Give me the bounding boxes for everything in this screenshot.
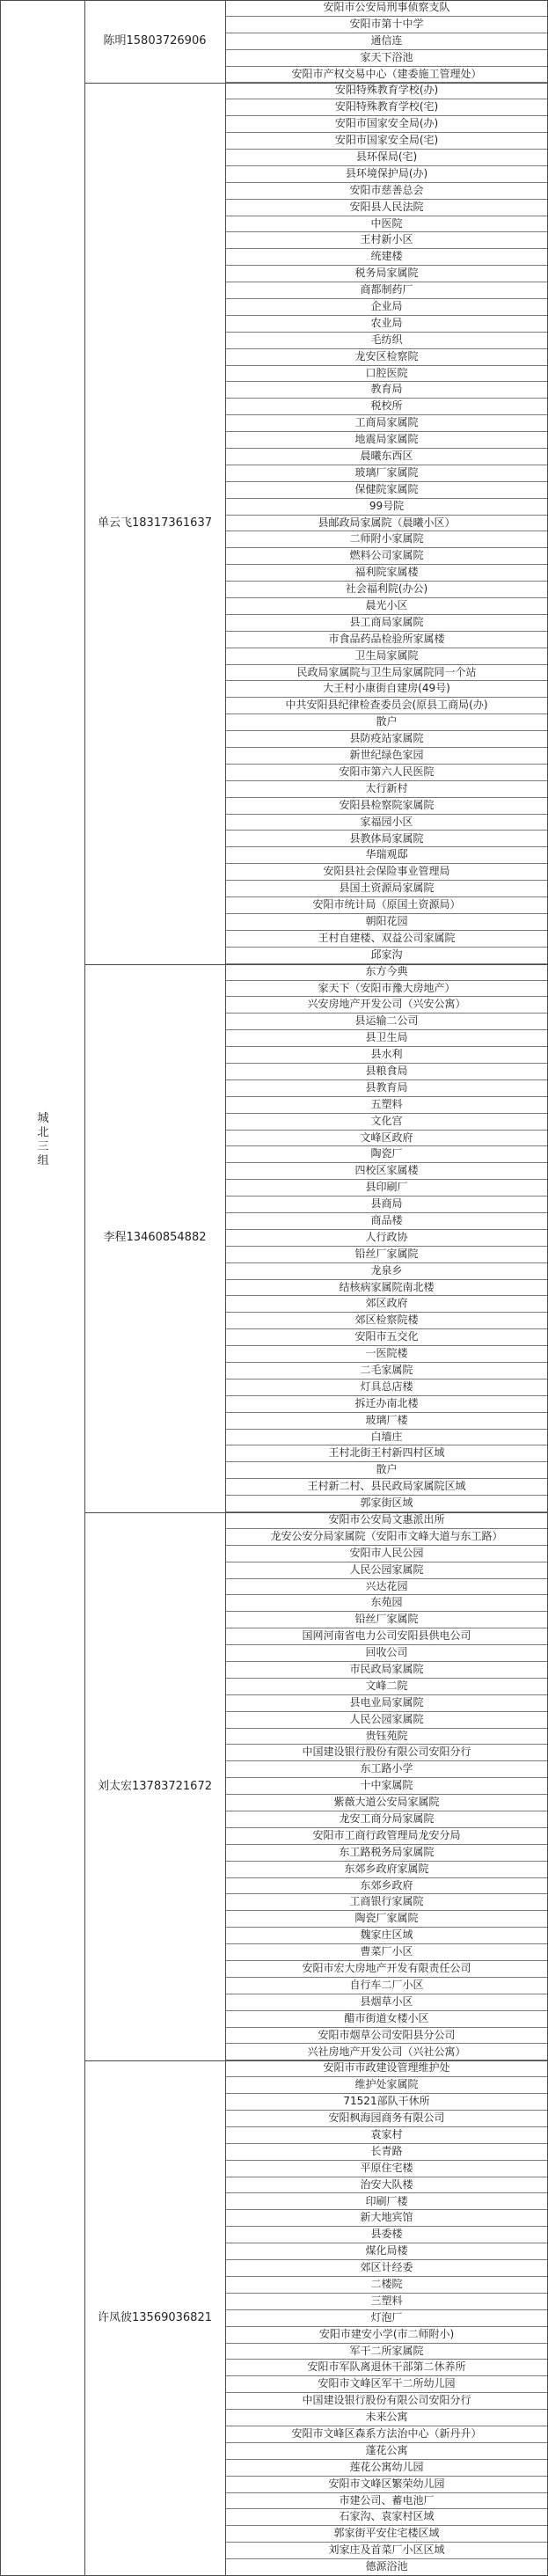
address-row: 人行政协 bbox=[225, 1230, 548, 1247]
address-row: 兴社房地产开发公司（兴社公寓） bbox=[225, 2045, 548, 2061]
address-row: 灯具总店楼 bbox=[225, 1379, 548, 1396]
address-row: 人民公园家属院 bbox=[225, 1712, 548, 1729]
person-cell bbox=[84, 964, 225, 1512]
address-row: 文峰二院 bbox=[225, 1679, 548, 1695]
address-row: 安阳市烟草公司安阳县分公司 bbox=[225, 2028, 548, 2045]
grid-line bbox=[84, 0, 85, 2576]
address-row: 安阳枫海园商务有限公司 bbox=[225, 2111, 548, 2127]
address-row: 县卫生局 bbox=[225, 1030, 548, 1047]
address-row: 散户 bbox=[225, 714, 548, 731]
address-row: 99号院 bbox=[225, 499, 548, 516]
person-contact: 陈明15803726906 bbox=[103, 34, 207, 48]
address-row: 晨曦东西区 bbox=[225, 449, 548, 465]
address-row: 家天下（安阳市豫大房地产） bbox=[225, 981, 548, 998]
address-row: 安阳市工商行政管理局龙安分局 bbox=[225, 1828, 548, 1845]
address-row: 统建楼 bbox=[225, 249, 548, 266]
person-contact: 许凤彼13569036821 bbox=[98, 2311, 212, 2325]
address-row: 玻璃厂楼 bbox=[225, 1413, 548, 1430]
address-row: 莲花公寓幼儿园 bbox=[225, 2460, 548, 2477]
address-row: 福利院家属楼 bbox=[225, 565, 548, 582]
address-row: 口腔医院 bbox=[225, 366, 548, 383]
address-row: 十中家属院 bbox=[225, 1778, 548, 1795]
address-list bbox=[225, 1512, 548, 2060]
address-row: 国网河南省电力公司安阳县供电公司 bbox=[225, 1628, 548, 1645]
address-row: 拆迁办南北楼 bbox=[225, 1396, 548, 1413]
address-row: 新世纪绿色家园 bbox=[225, 748, 548, 765]
address-row: 安阳市五交化 bbox=[225, 1329, 548, 1346]
address-row: 企业局 bbox=[225, 299, 548, 316]
address-row: 龙安公安分局家属院（安阳市文峰大道与东工路） bbox=[225, 1529, 548, 1546]
address-row: 工商银行家属院 bbox=[225, 1894, 548, 1911]
address-row: 军干二所家属院 bbox=[225, 2344, 548, 2360]
address-row: 刘家庄及首菜厂小区区域 bbox=[225, 2543, 548, 2559]
address-row: 东工路税务局家属院 bbox=[225, 1845, 548, 1862]
address-row: 安阳市第十中学 bbox=[225, 17, 548, 33]
address-row: 龙安区检察院 bbox=[225, 349, 548, 366]
address-list bbox=[225, 2060, 548, 2576]
address-row: 县印刷厂 bbox=[225, 1180, 548, 1197]
address-row: 东郊乡政府家属院 bbox=[225, 1862, 548, 1878]
address-row: 新大地宾馆 bbox=[225, 2210, 548, 2227]
address-row: 曹菜厂小区 bbox=[225, 1944, 548, 1961]
address-row: 铅丝厂家属院 bbox=[225, 1247, 548, 1263]
address-row: 陶瓷厂家属院 bbox=[225, 1911, 548, 1928]
address-row: 五塑料 bbox=[225, 1097, 548, 1114]
grid-line bbox=[0, 0, 1, 2576]
address-row: 一医院楼 bbox=[225, 1346, 548, 1363]
address-row: 紫薇大道公安局家属院 bbox=[225, 1795, 548, 1811]
address-row: 晨光小区 bbox=[225, 598, 548, 615]
address-row: 结核病家属院南北楼 bbox=[225, 1280, 548, 1297]
address-row: 社会福利院(办公) bbox=[225, 582, 548, 598]
address-row: 王村北街王村新四村区域 bbox=[225, 1445, 548, 1462]
address-row: 魏家庄区域 bbox=[225, 1928, 548, 1944]
address-row: 安阳县人民法院 bbox=[225, 200, 548, 216]
group-cell bbox=[0, 0, 84, 2576]
address-row: 兴安房地产开发公司（兴安公寓） bbox=[225, 997, 548, 1014]
address-row: 安阳市公安局文惠派出所 bbox=[225, 1512, 548, 1529]
address-row: 县水利 bbox=[225, 1047, 548, 1064]
grid-line bbox=[225, 0, 226, 2576]
grid-line bbox=[84, 1512, 548, 1513]
address-row: 白墙庄 bbox=[225, 1430, 548, 1446]
address-row: 家天下浴池 bbox=[225, 50, 548, 67]
address-row: 中医院 bbox=[225, 216, 548, 233]
address-row: 安阳市第六人民医院 bbox=[225, 765, 548, 781]
address-row: 郭家街平安住宅楼区域 bbox=[225, 2526, 548, 2543]
address-row: 石家沟、袁家村区域 bbox=[225, 2509, 548, 2526]
address-row: 玻璃厂家属院 bbox=[225, 465, 548, 482]
address-row: 安阳市军队离退休干部第二休养所 bbox=[225, 2360, 548, 2376]
person-contact: 李程13460854882 bbox=[103, 1231, 207, 1245]
address-row: 安阳市产权交易中心（建委施工管理处） bbox=[225, 67, 548, 84]
address-row: 71521部队干休所 bbox=[225, 2094, 548, 2111]
address-row: 二师附小家属院 bbox=[225, 531, 548, 548]
address-row: 治安大队楼 bbox=[225, 2177, 548, 2194]
address-row: 县教体局家属院 bbox=[225, 831, 548, 848]
address-row: 东苑园 bbox=[225, 1595, 548, 1612]
person-cell bbox=[84, 2060, 225, 2576]
grid-line bbox=[84, 2060, 548, 2061]
address-row: 东工路小学 bbox=[225, 1761, 548, 1778]
address-row: 毛纺织 bbox=[225, 333, 548, 349]
address-row: 安阳县检察院家属院 bbox=[225, 798, 548, 815]
address-row: 安阳市人民公园 bbox=[225, 1546, 548, 1562]
address-row: 燃料公司家属院 bbox=[225, 548, 548, 565]
address-row: 安阳市慈善总会 bbox=[225, 183, 548, 200]
address-row: 王村新二村、县民政局家属院区域 bbox=[225, 1479, 548, 1496]
address-row: 安阳市建安小学(市二师附小) bbox=[225, 2327, 548, 2344]
address-row: 三塑料 bbox=[225, 2294, 548, 2310]
address-row: 未来公寓 bbox=[225, 2410, 548, 2426]
address-row: 兴达花园 bbox=[225, 1579, 548, 1596]
group-label: 城北三组 bbox=[37, 1112, 49, 1167]
address-row: 二楼院 bbox=[225, 2277, 548, 2294]
address-row: 农业局 bbox=[225, 316, 548, 333]
address-row: 郭家街区域 bbox=[225, 1496, 548, 1512]
person-cell bbox=[84, 1512, 225, 2060]
address-row: 自行车二厂小区 bbox=[225, 1978, 548, 1994]
address-row: 家福园小区 bbox=[225, 815, 548, 831]
address-row: 县电业局家属院 bbox=[225, 1695, 548, 1712]
address-row: 王村新小区 bbox=[225, 232, 548, 249]
address-row: 袁家村 bbox=[225, 2127, 548, 2144]
address-list bbox=[225, 0, 548, 83]
address-row: 县运输二公司 bbox=[225, 1014, 548, 1030]
address-row: 醋市街道女楼小区 bbox=[225, 2011, 548, 2028]
address-row: 蓬花公寓 bbox=[225, 2443, 548, 2460]
address-row: 郊区政府 bbox=[225, 1296, 548, 1313]
address-row: 安阳市国家安全局(宅) bbox=[225, 133, 548, 150]
address-row: 县教育局 bbox=[225, 1080, 548, 1097]
address-row: 县委楼 bbox=[225, 2227, 548, 2243]
address-row: 郊区计经委 bbox=[225, 2260, 548, 2277]
address-row: 平原住宅楼 bbox=[225, 2161, 548, 2177]
address-row: 安阳特殊教育学校(办) bbox=[225, 83, 548, 99]
address-row: 县商局 bbox=[225, 1197, 548, 1213]
address-row: 地震局家属院 bbox=[225, 432, 548, 449]
address-row: 印刷厂楼 bbox=[225, 2194, 548, 2211]
address-row: 卫生局家属院 bbox=[225, 648, 548, 665]
address-row: 四校区家属楼 bbox=[225, 1163, 548, 1180]
address-row: 朝阳花园 bbox=[225, 914, 548, 931]
address-row: 教育局 bbox=[225, 382, 548, 399]
address-row: 安阳特殊教育学校(宅) bbox=[225, 99, 548, 116]
address-row: 县环境保护局(办) bbox=[225, 166, 548, 183]
address-row: 文化宫 bbox=[225, 1114, 548, 1131]
address-row: 市食品药品检验所家属楼 bbox=[225, 632, 548, 648]
address-row: 大王村小康街自建房(49号) bbox=[225, 681, 548, 698]
address-row: 郊区检察院楼 bbox=[225, 1313, 548, 1329]
address-row: 商都制药厂 bbox=[225, 282, 548, 299]
grid-line bbox=[84, 964, 548, 965]
grid-line bbox=[0, 0, 548, 1]
address-row: 县环保局(宅) bbox=[225, 150, 548, 166]
address-row: 安阳市宏大房地产开发有限责任公司 bbox=[225, 1961, 548, 1978]
person-cell bbox=[84, 0, 225, 83]
address-row: 税务局家属院 bbox=[225, 266, 548, 282]
address-row: 安阳市文峰区军干二所幼儿园 bbox=[225, 2376, 548, 2393]
address-row: 太行新村 bbox=[225, 781, 548, 798]
address-row: 安阳县社会保险事业管理局 bbox=[225, 864, 548, 881]
address-row: 煤化局楼 bbox=[225, 2243, 548, 2260]
address-row: 安阳市国家安全局(办) bbox=[225, 116, 548, 133]
address-row: 安阳市市政建设管理维护处 bbox=[225, 2060, 548, 2077]
address-row: 县工商局家属院 bbox=[225, 615, 548, 632]
address-row: 县粮食局 bbox=[225, 1064, 548, 1080]
address-row: 民政局家属院与卫生局家属院同一个站 bbox=[225, 665, 548, 682]
address-row: 邱家沟 bbox=[225, 948, 548, 964]
person-contact: 刘太宏13783721672 bbox=[98, 1779, 212, 1793]
address-row: 县烟草小区 bbox=[225, 1994, 548, 2011]
address-row: 商品楼 bbox=[225, 1213, 548, 1230]
address-row: 灯泡厂 bbox=[225, 2310, 548, 2327]
address-row: 安阳市文峰区繁荣幼儿园 bbox=[225, 2477, 548, 2493]
address-row: 维护处家属院 bbox=[225, 2077, 548, 2094]
address-row: 回收公司 bbox=[225, 1645, 548, 1662]
address-row: 铅丝厂家属院 bbox=[225, 1612, 548, 1628]
address-row: 通信连 bbox=[225, 33, 548, 50]
address-row: 东方今典 bbox=[225, 964, 548, 981]
address-row: 安阳市统计局（原国土资源局） bbox=[225, 897, 548, 914]
address-row: 人民公园家属院 bbox=[225, 1562, 548, 1579]
address-row: 文峰区政府 bbox=[225, 1131, 548, 1147]
grid-line bbox=[84, 83, 548, 84]
address-list bbox=[225, 964, 548, 1512]
person-contact: 单云飞18317361637 bbox=[98, 516, 212, 531]
address-row: 县邮政局家属院（晨曦小区） bbox=[225, 516, 548, 532]
address-row: 中国建设银行股份有限公司安阳分行 bbox=[225, 2393, 548, 2410]
address-row: 贵钰苑院 bbox=[225, 1729, 548, 1745]
address-row: 安阳市公安局刑事侦察支队 bbox=[225, 0, 548, 17]
address-row: 王村自建楼、双益公司家属院 bbox=[225, 931, 548, 948]
address-list bbox=[225, 83, 548, 963]
address-row: 中国建设银行股份有限公司安阳分行 bbox=[225, 1745, 548, 1761]
person-cell bbox=[84, 83, 225, 963]
address-row: 安阳市文峰区森系方法治中心（新丹升） bbox=[225, 2426, 548, 2443]
address-row: 长青路 bbox=[225, 2144, 548, 2161]
address-row: 散户 bbox=[225, 1462, 548, 1479]
address-row: 龙泉乡 bbox=[225, 1263, 548, 1280]
address-row: 龙安工商分局家属院 bbox=[225, 1811, 548, 1828]
address-row: 德源浴池 bbox=[225, 2559, 548, 2576]
address-row: 东郊乡政府 bbox=[225, 1878, 548, 1895]
address-row: 工商局家属院 bbox=[225, 415, 548, 432]
address-row: 税校所 bbox=[225, 399, 548, 415]
address-row: 市建公司、蓄电池厂 bbox=[225, 2493, 548, 2510]
address-row: 二毛家属院 bbox=[225, 1363, 548, 1379]
address-row: 中共安阳县纪律检查委员会(原县工商局(办) bbox=[225, 698, 548, 714]
address-row: 市民政局家属院 bbox=[225, 1662, 548, 1679]
address-row: 陶瓷厂 bbox=[225, 1146, 548, 1163]
address-row: 保健院家属院 bbox=[225, 482, 548, 499]
address-row: 华瑞观邸 bbox=[225, 847, 548, 864]
address-row: 县防疫站家属院 bbox=[225, 731, 548, 748]
address-row: 县国土资源局家属院 bbox=[225, 881, 548, 897]
